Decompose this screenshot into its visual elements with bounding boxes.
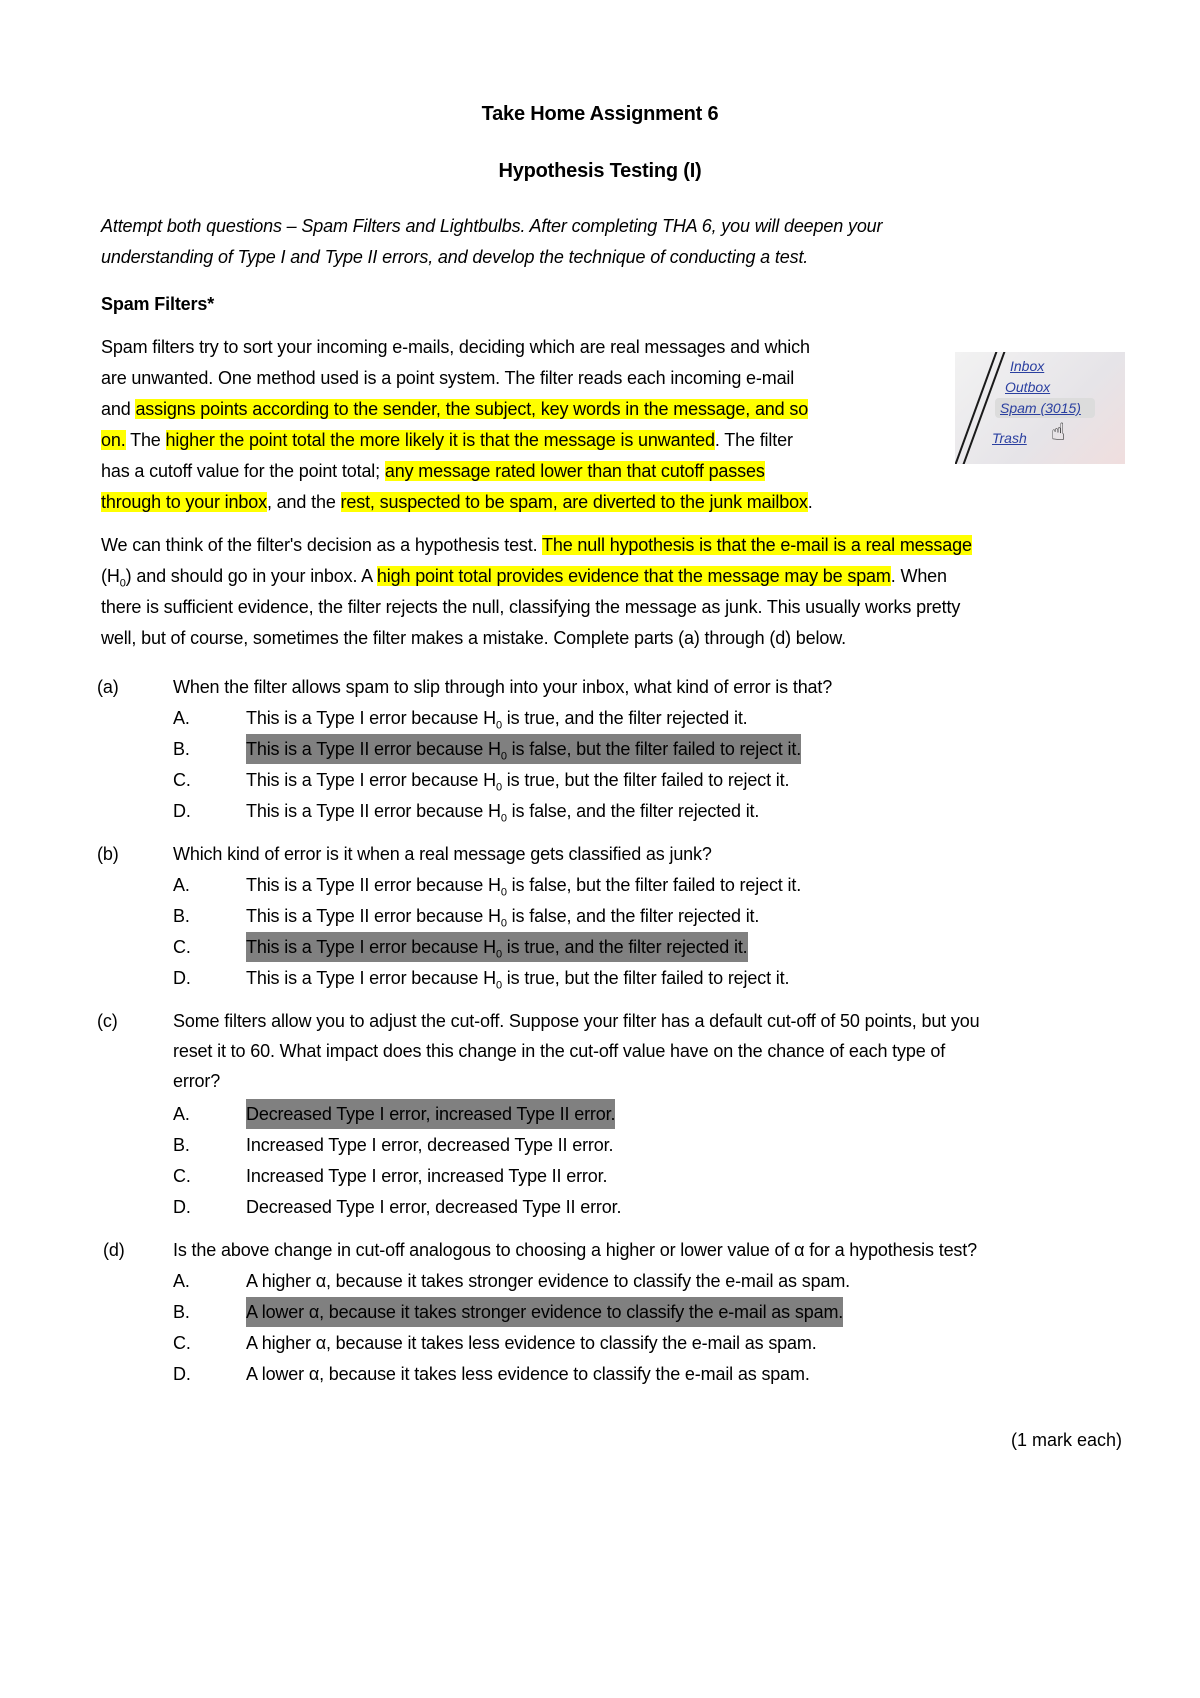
text-run: are unwanted. One method used is a point system. The filter reads each incoming e-mail <box>101 368 795 388</box>
highlighted-text: through to your inbox <box>101 492 267 512</box>
option-c-A[interactable] <box>0 1099 1200 1129</box>
text-run: is true, but the filter failed to reject it. <box>501 968 790 988</box>
option-letter: D. <box>173 1364 191 1384</box>
text-run: Spam filters try to sort your incoming e-mails, deciding which are real messages and which <box>101 337 810 357</box>
option-text: A higher α, because it takes stronger evidence to classify the e-mail as spam. <box>246 1271 851 1291</box>
text-run: This is a Type II error because H <box>246 801 501 821</box>
marks-note: (1 mark each) <box>1010 1430 1122 1450</box>
intro-line-1: Attempt both questions – Spam Filters and Lightbulbs. After completing THA 6, you will deepen your <box>101 216 883 236</box>
intro-paragraph <box>101 211 1121 273</box>
question-label: (c) <box>97 1011 118 1031</box>
option-text <box>246 703 748 733</box>
text-run: is true, and the filter rejected it. <box>501 708 748 728</box>
option-d-A[interactable] <box>0 1266 1200 1296</box>
subscript: 0 <box>495 781 502 794</box>
highlighted-text: rest, suspected to be spam, are diverted to the junk mailbox <box>340 492 808 512</box>
text-run: Some filters allow you to adjust the cut-off. Suppose your filter has a default cut-off of 50 points, but you <box>173 1011 980 1031</box>
option-letter: B. <box>173 1302 190 1322</box>
option-b-C[interactable] <box>0 932 1200 962</box>
hypothesis-paragraph <box>101 530 1111 654</box>
option-letter: D. <box>173 968 191 988</box>
option-letter: A. <box>173 1271 190 1291</box>
divider-line <box>955 352 997 464</box>
text-run: there is sufficient evidence, the filter rejects the null, classifying the message as junk. This usually works pretty <box>101 597 961 617</box>
text-run: This is a Type II error because H <box>246 906 501 926</box>
text-run: This is a Type I error because H <box>246 968 496 988</box>
text-run: is true, but the filter failed to reject it. <box>501 770 790 790</box>
option-d-D[interactable] <box>0 1359 1200 1389</box>
text-run: This is a Type II error because H <box>246 875 501 895</box>
option-c-D[interactable] <box>0 1192 1200 1222</box>
text-run: well, but of course, sometimes the filter makes a mistake. Complete parts (a) through (d) below. <box>101 628 846 648</box>
option-letter: C. <box>173 1166 191 1186</box>
option-letter: D. <box>173 801 191 821</box>
text-run: This is a Type I error because H <box>246 770 496 790</box>
option-letter: C. <box>173 770 191 790</box>
hand-cursor-icon: ☝ <box>1051 419 1066 446</box>
option-text <box>246 963 789 993</box>
option-letter: A. <box>173 708 190 728</box>
spam-folder-label: Spam (3015) <box>1000 400 1081 416</box>
question-label: (b) <box>97 844 119 864</box>
text-run: is false, and the filter rejected it. <box>506 801 760 821</box>
text-run: is true, and the filter rejected it. <box>501 937 748 957</box>
option-c-C[interactable] <box>0 1161 1200 1191</box>
option-a-B[interactable] <box>0 734 1200 764</box>
subscript: 0 <box>495 948 502 961</box>
text-run: reset it to 60. What impact does this change in the cut-off value have on the chance of each type of <box>173 1041 946 1061</box>
highlighted-text: on. <box>101 430 126 450</box>
option-text: A lower α, because it takes less evidence to classify the e-mail as spam. <box>246 1364 810 1384</box>
section-heading: Spam Filters* <box>101 294 215 314</box>
question-label: (d) <box>103 1240 125 1260</box>
option-letter: D. <box>173 1197 191 1217</box>
outbox-folder-label: Outbox <box>1005 379 1051 395</box>
inbox-folder-label: Inbox <box>1010 358 1045 374</box>
subscript: 0 <box>495 979 502 992</box>
option-b-B[interactable] <box>0 901 1200 931</box>
text-run: . The filter <box>714 430 793 450</box>
option-letter: B. <box>173 739 190 759</box>
option-a-D[interactable] <box>0 796 1200 826</box>
option-text: Decreased Type I error, decreased Type II error. <box>246 1197 622 1217</box>
option-text: A higher α, because it takes less evidence to classify the e-mail as spam. <box>246 1333 817 1353</box>
text-run: This is a Type II error because H <box>246 739 501 759</box>
page-subtitle: Hypothesis Testing (I) <box>498 160 702 182</box>
option-text <box>246 796 759 826</box>
text-run: is false, and the filter rejected it. <box>506 906 760 926</box>
selected-option-text: A lower α, because it takes stronger evidence to classify the e-mail as spam. <box>246 1297 843 1327</box>
option-text: Increased Type I error, increased Type II error. <box>246 1166 608 1186</box>
text-run: and <box>101 399 136 419</box>
option-letter: B. <box>173 906 190 926</box>
option-letter: C. <box>173 1333 191 1353</box>
option-d-B[interactable] <box>0 1297 1200 1327</box>
option-letter: A. <box>173 875 190 895</box>
spam-paragraph <box>101 332 931 518</box>
selected-option-text <box>246 932 748 962</box>
trash-folder-label: Trash <box>992 430 1027 446</box>
text-run: , and the <box>266 492 341 512</box>
option-text <box>246 870 801 900</box>
question-stem: Which kind of error is it when a real message gets classified as junk? <box>173 844 712 864</box>
question-stem: When the filter allows spam to slip through into your inbox, what kind of error is that? <box>173 677 833 697</box>
page-title: Take Home Assignment 6 <box>481 103 719 125</box>
text-run: ) and should go in your inbox. A <box>125 566 377 586</box>
option-a-A[interactable] <box>0 703 1200 733</box>
question-stem <box>173 1006 1123 1096</box>
question-label: (a) <box>97 677 119 697</box>
highlighted-text: high point total provides evidence that the message may be spam <box>376 566 891 586</box>
intro-line-2: understanding of Type I and Type II errors, and develop the technique of conducting a test. <box>101 247 809 267</box>
option-text <box>246 765 789 795</box>
option-d-C[interactable] <box>0 1328 1200 1358</box>
option-letter: B. <box>173 1135 190 1155</box>
selected-option-text: Decreased Type I error, increased Type II error. <box>246 1099 615 1129</box>
text-run: We can think of the filter's decision as a hypothesis test. <box>101 535 543 555</box>
option-letter: A. <box>173 1104 190 1124</box>
selected-option-text <box>246 734 801 764</box>
text-run: This is a Type I error because H <box>246 708 496 728</box>
option-a-C[interactable] <box>0 765 1200 795</box>
text-run: has a cutoff value for the point total; <box>101 461 385 481</box>
text-run: error? <box>173 1071 221 1091</box>
text-run: . <box>807 492 813 512</box>
option-b-D[interactable] <box>0 963 1200 993</box>
highlighted-text: assigns points according to the sender, the subject, key words in the message, and so <box>135 399 809 419</box>
text-run: is false, but the filter failed to reject it. <box>506 739 802 759</box>
question-stem: Is the above change in cut-off analogous to choosing a higher or lower value of α for a hypothesis test? <box>173 1240 977 1260</box>
text-run: is false, but the filter failed to reject it. <box>506 875 802 895</box>
subscript: 0 <box>119 577 126 590</box>
subscript: 0 <box>500 750 507 763</box>
text-run: . When <box>890 566 947 586</box>
text-run: This is a Type I error because H <box>246 937 496 957</box>
subscript: 0 <box>500 886 507 899</box>
subscript: 0 <box>500 917 507 930</box>
highlighted-text: The null hypothesis is that the e-mail is a real message <box>542 535 972 555</box>
subscript: 0 <box>500 812 507 825</box>
option-letter: C. <box>173 937 191 957</box>
text-run: (H <box>101 566 120 586</box>
highlighted-text: higher the point total the more likely it is that the message is unwanted <box>165 430 715 450</box>
option-b-A[interactable] <box>0 870 1200 900</box>
option-text: Increased Type I error, decreased Type II error. <box>246 1135 614 1155</box>
highlighted-text: any message rated lower than that cutoff passes <box>384 461 765 481</box>
option-c-B[interactable] <box>0 1130 1200 1160</box>
text-run: The <box>125 430 166 450</box>
option-text <box>246 901 759 931</box>
mailbox-folders-image <box>955 352 1125 464</box>
subscript: 0 <box>495 719 502 732</box>
